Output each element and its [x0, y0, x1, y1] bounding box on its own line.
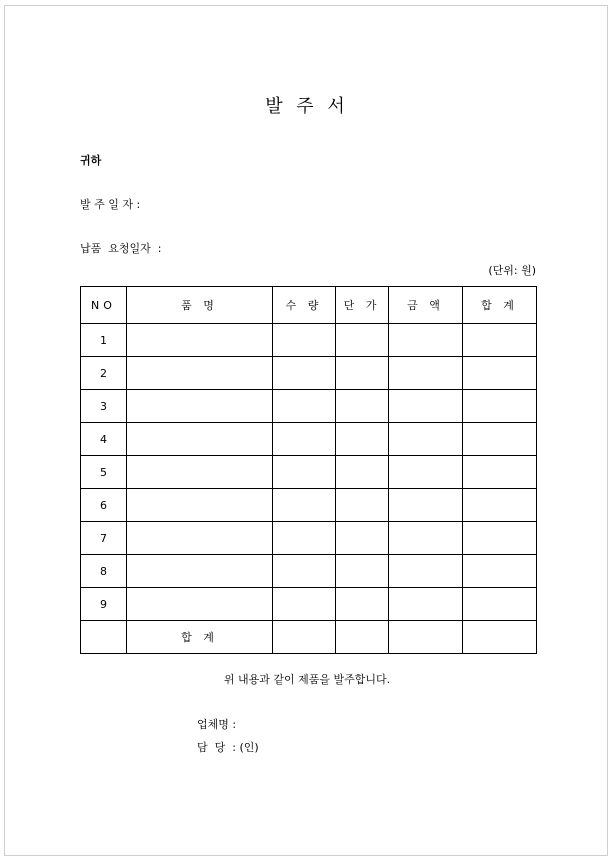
header-item-name: 품 명 — [127, 287, 273, 324]
unit-price-cell — [336, 489, 389, 522]
total-cell — [463, 390, 537, 423]
item-name-cell — [127, 390, 273, 423]
quantity-cell — [273, 489, 336, 522]
company-name-label: 업체명 : — [197, 718, 237, 731]
unit-price-cell — [336, 456, 389, 489]
table-row — [81, 489, 537, 522]
row-number: 1 — [81, 324, 127, 357]
unit-price-cell — [336, 324, 389, 357]
header-quantity: 수 량 — [273, 287, 336, 324]
item-name-cell — [127, 489, 273, 522]
order-table — [80, 286, 537, 654]
amount-cell — [389, 489, 463, 522]
amount-cell — [389, 390, 463, 423]
total-row-label: 합 계 — [127, 621, 273, 654]
table-row — [81, 555, 537, 588]
total-amount-cell — [389, 621, 463, 654]
amount-cell — [389, 423, 463, 456]
table-row — [81, 423, 537, 456]
row-number: 4 — [81, 423, 127, 456]
row-number: 6 — [81, 489, 127, 522]
total-cell — [463, 588, 537, 621]
total-cell — [463, 423, 537, 456]
quantity-cell — [273, 357, 336, 390]
item-name-cell — [127, 588, 273, 621]
document-title: 발 주 서 — [265, 96, 349, 117]
row-number: 9 — [81, 588, 127, 621]
item-name-cell — [127, 423, 273, 456]
total-cell — [463, 522, 537, 555]
row-number: 3 — [81, 390, 127, 423]
unit-price-cell — [336, 555, 389, 588]
header-no: NO — [81, 287, 127, 324]
total-cell — [463, 357, 537, 390]
row-number: 2 — [81, 357, 127, 390]
manager-label: 담 당 : (인) — [197, 741, 259, 754]
table-total-row — [81, 621, 537, 654]
total-unit-price-cell — [336, 621, 389, 654]
quantity-cell — [273, 522, 336, 555]
grand-total-cell — [463, 621, 537, 654]
unit-price-cell — [336, 423, 389, 456]
table-row — [81, 522, 537, 555]
header-total: 합 계 — [463, 287, 537, 324]
amount-cell — [389, 324, 463, 357]
amount-cell — [389, 357, 463, 390]
row-number: 7 — [81, 522, 127, 555]
recipient-label: 귀하 — [80, 154, 102, 167]
table-row — [81, 357, 537, 390]
unit-price-cell — [336, 588, 389, 621]
quantity-cell — [273, 423, 336, 456]
order-statement: 위 내용과 같이 제품을 발주합니다. — [223, 673, 391, 686]
amount-cell — [389, 456, 463, 489]
quantity-cell — [273, 390, 336, 423]
unit-price-cell — [336, 357, 389, 390]
row-number: 5 — [81, 456, 127, 489]
table-row — [81, 588, 537, 621]
row-number: 8 — [81, 555, 127, 588]
total-cell — [463, 324, 537, 357]
amount-cell — [389, 555, 463, 588]
header-unit-price: 단 가 — [336, 287, 389, 324]
total-quantity-cell — [273, 621, 336, 654]
total-row-number — [81, 621, 127, 654]
order-date-label: 발 주 일 자 : — [80, 198, 141, 211]
table-row — [81, 456, 537, 489]
total-cell — [463, 489, 537, 522]
unit-note: (단위: 원) — [488, 264, 536, 277]
item-name-cell — [127, 555, 273, 588]
item-name-cell — [127, 357, 273, 390]
amount-cell — [389, 588, 463, 621]
item-name-cell — [127, 456, 273, 489]
item-name-cell — [127, 522, 273, 555]
unit-price-cell — [336, 522, 389, 555]
item-name-cell — [127, 324, 273, 357]
unit-price-cell — [336, 390, 389, 423]
quantity-cell — [273, 456, 336, 489]
quantity-cell — [273, 555, 336, 588]
table-header-row — [81, 287, 537, 324]
delivery-date-label: 납품 요청일자 : — [80, 242, 162, 255]
total-cell — [463, 456, 537, 489]
quantity-cell — [273, 588, 336, 621]
amount-cell — [389, 522, 463, 555]
quantity-cell — [273, 324, 336, 357]
header-amount: 금 액 — [389, 287, 463, 324]
table-row — [81, 390, 537, 423]
table-row — [81, 324, 537, 357]
total-cell — [463, 555, 537, 588]
